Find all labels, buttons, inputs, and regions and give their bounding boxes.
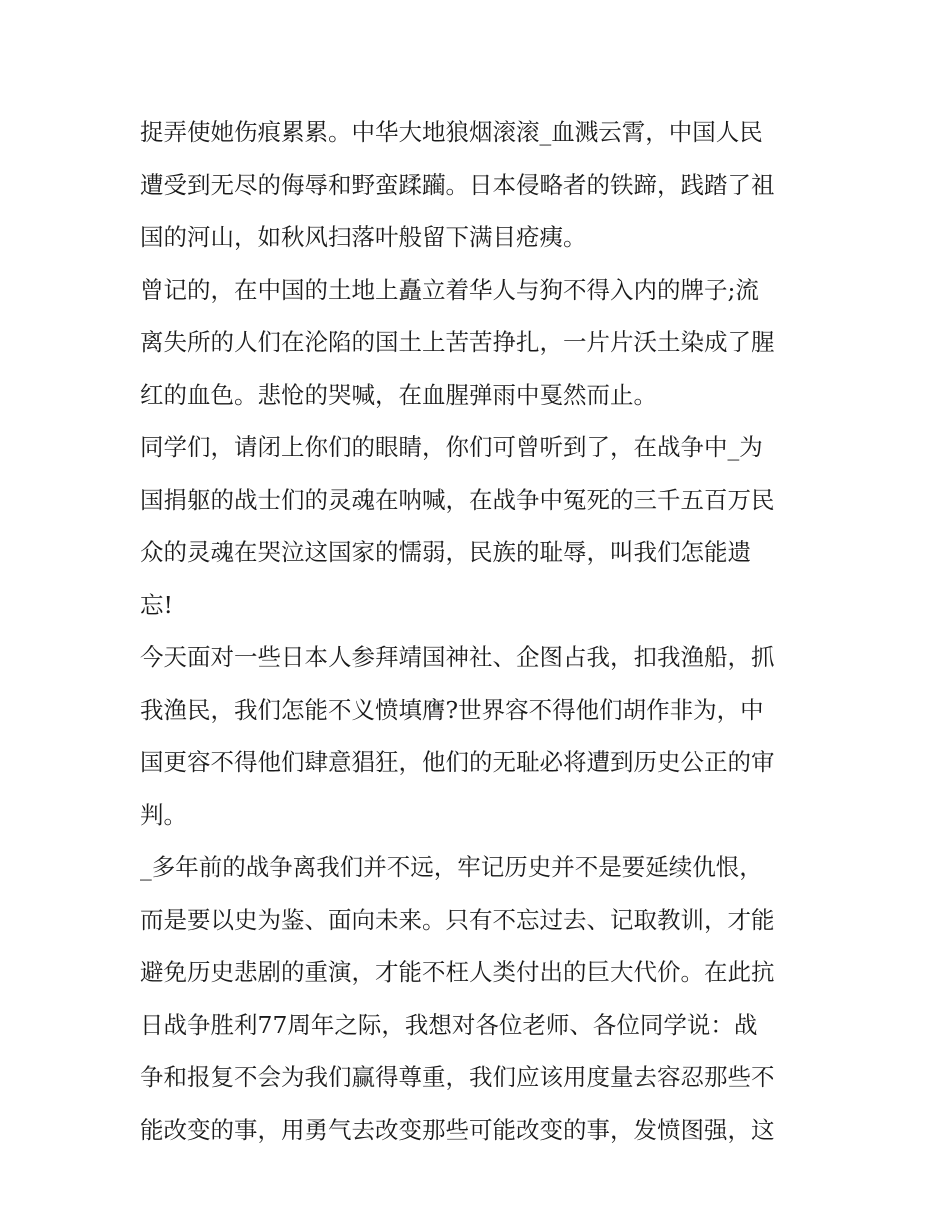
text-line: 争和报复不会为我们赢得尊重，我们应该用度量去容忍那些不 — [140, 1063, 775, 1091]
text-line: 红的血色。悲怆的哭喊，在血腥弹雨中戛然而止。 — [140, 380, 657, 409]
text-line: 遭受到无尽的侮辱和野蛮蹂躏。日本侵略者的铁蹄，践踏了祖 — [140, 170, 775, 199]
text-line: 我渔民，我们怎能不义愤填膺?世界容不得他们胡作非为，中 — [140, 695, 764, 724]
text-line: 同学们，请闭上你们的眼睛，你们可曾听到了，在战争中_为 — [140, 433, 763, 461]
text-line: 忘! — [140, 590, 173, 619]
text-line: 今天面对一些日本人参拜靖国神社、企图占我，扣我渔船，抓 — [140, 643, 775, 671]
text-line: 捉弄使她伤痕累累。中华大地狼烟滚滚_血溅云霄，中国人民 — [140, 118, 763, 146]
text-line: 日战争胜利77周年之际，我想对各位老师、各位同学说：战 — [140, 1010, 758, 1039]
text-line: 离失所的人们在沦陷的国土上苦苦挣扎，一片片沃土染成了腥 — [140, 328, 775, 356]
document-body — [140, 106, 820, 1156]
text-line: 国的河山，如秋风扫落叶般留下满目疮痍。 — [140, 223, 587, 251]
text-line: 曾记的，在中国的土地上矗立着华人与狗不得入内的牌子;流 — [140, 275, 759, 304]
text-line: _多年前的战争离我们并不远，牢记历史并不是要延续仇恨， — [140, 853, 763, 881]
text-line: 能改变的事，用勇气去改变那些可能改变的事，发愤图强，这 — [140, 1115, 775, 1144]
text-line: 众的灵魂在哭泣这国家的懦弱，民族的耻辱，叫我们怎能遗 — [140, 538, 751, 566]
text-line: 而是要以史为鉴、面向未来。只有不忘过去、记取教训，才能 — [140, 905, 775, 934]
text-line: 国捐躯的战士们的灵魂在呐喊，在战争中冤死的三千五百万民 — [140, 485, 775, 514]
text-line: 避免历史悲剧的重演，才能不枉人类付出的巨大代价。在此抗 — [140, 958, 775, 986]
text-line: 国更容不得他们肆意猖狂，他们的无耻必将遭到历史公正的审 — [140, 748, 775, 776]
text-line: 判。 — [140, 800, 187, 829]
